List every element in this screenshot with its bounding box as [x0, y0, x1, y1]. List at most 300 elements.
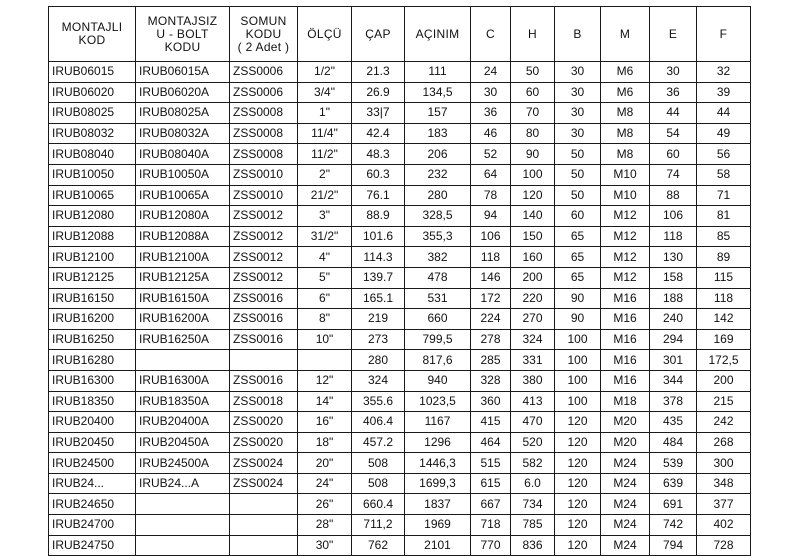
- table-cell: 120: [555, 412, 601, 433]
- table-cell: [230, 515, 298, 536]
- table-row: [49, 494, 751, 515]
- column-header-line: F: [719, 26, 728, 41]
- table-cell: 26.9: [352, 82, 405, 103]
- table-cell: IRUB06015A: [136, 62, 230, 83]
- table-cell: 24: [471, 62, 511, 83]
- table-cell: M16: [601, 288, 650, 309]
- table-cell: 94: [471, 206, 511, 227]
- column-header-line: ÖLÇÜ: [307, 26, 342, 41]
- table-cell: IRUB16150: [49, 288, 136, 309]
- table-row: [49, 309, 751, 330]
- table-cell: 531: [405, 288, 471, 309]
- table-cell: IRUB24...: [49, 473, 136, 494]
- table-cell: 435: [650, 412, 697, 433]
- table-cell: ZSS0024: [230, 453, 298, 474]
- table-cell: ZSS0016: [230, 370, 298, 391]
- table-cell: 278: [471, 329, 511, 350]
- table-cell: IRUB24...A: [136, 473, 230, 494]
- table-cell: IRUB16250: [49, 329, 136, 350]
- table-cell: 74: [650, 164, 697, 185]
- table-cell: 30: [555, 103, 601, 124]
- column-header-line: ÇAP: [365, 26, 391, 41]
- table-cell: 140: [511, 206, 555, 227]
- table-cell: 1": [298, 103, 352, 124]
- table-cell: 118: [697, 288, 751, 309]
- table-cell: 120: [511, 185, 555, 206]
- column-header-line: MONTAJSIZ: [147, 13, 218, 28]
- table-row: [49, 432, 751, 453]
- table-cell: 344: [650, 370, 697, 391]
- table-cell: IRUB12100A: [136, 247, 230, 268]
- table-cell: 6": [298, 288, 352, 309]
- table-cell: 80: [511, 123, 555, 144]
- table-cell: 188: [650, 288, 697, 309]
- table-cell: 120: [555, 473, 601, 494]
- table-cell: 64: [471, 164, 511, 185]
- table-cell: 1023,5: [405, 391, 471, 412]
- table-cell: M16: [601, 309, 650, 330]
- table-cell: 2101: [405, 535, 471, 556]
- table-cell: 328,5: [405, 206, 471, 227]
- table-cell: 90: [511, 144, 555, 165]
- table-cell: 120: [555, 432, 601, 453]
- table-cell: 8": [298, 309, 352, 330]
- table-cell: [136, 350, 230, 371]
- column-header-line: E: [668, 26, 678, 41]
- table-cell: IRUB08032: [49, 123, 136, 144]
- table-cell: M8: [601, 144, 650, 165]
- table-cell: 285: [471, 350, 511, 371]
- table-cell: 56: [697, 144, 751, 165]
- table-cell: 280: [352, 350, 405, 371]
- table-cell: 324: [511, 329, 555, 350]
- table-cell: 718: [471, 515, 511, 536]
- table-cell: 3": [298, 206, 352, 227]
- table-cell: IRUB20400A: [136, 412, 230, 433]
- table-cell: 582: [511, 453, 555, 474]
- table-cell: 484: [650, 432, 697, 453]
- table-row: [49, 515, 751, 536]
- table-cell: 817,6: [405, 350, 471, 371]
- table-cell: 90: [555, 309, 601, 330]
- table-cell: 60: [650, 144, 697, 165]
- table-cell: M18: [601, 391, 650, 412]
- table-cell: 348: [697, 473, 751, 494]
- column-header-line: SOMUN: [240, 13, 287, 28]
- table-row: [49, 350, 751, 371]
- table-cell: ZSS0012: [230, 226, 298, 247]
- table-cell: IRUB12080: [49, 206, 136, 227]
- table-cell: ZSS0006: [230, 62, 298, 83]
- table-cell: 470: [511, 412, 555, 433]
- table-cell: 268: [697, 432, 751, 453]
- table-cell: IRUB24700: [49, 515, 136, 536]
- table-cell: 240: [650, 309, 697, 330]
- table-cell: 794: [650, 535, 697, 556]
- table-cell: 115: [697, 267, 751, 288]
- table-cell: 88.9: [352, 206, 405, 227]
- table-cell: M24: [601, 515, 650, 536]
- table-cell: ZSS0024: [230, 473, 298, 494]
- table-row: [49, 164, 751, 185]
- table-cell: 33|7: [352, 103, 405, 124]
- table-cell: 691: [650, 494, 697, 515]
- table-header-row: [49, 7, 751, 62]
- table-cell: 301: [650, 350, 697, 371]
- table-cell: 24": [298, 473, 352, 494]
- table-cell: 355.6: [352, 391, 405, 412]
- table-cell: 65: [555, 267, 601, 288]
- table-cell: 478: [405, 267, 471, 288]
- table-cell: ZSS0012: [230, 206, 298, 227]
- table-cell: 118: [650, 226, 697, 247]
- table-cell: 1837: [405, 494, 471, 515]
- table-cell: 100: [555, 391, 601, 412]
- table-cell: 36: [471, 103, 511, 124]
- table-cell: 200: [697, 370, 751, 391]
- table-cell: IRUB16300: [49, 370, 136, 391]
- table-cell: 273: [352, 329, 405, 350]
- table-cell: 81: [697, 206, 751, 227]
- table-cell: IRUB18350: [49, 391, 136, 412]
- table-cell: ZSS0008: [230, 123, 298, 144]
- table-cell: ZSS0008: [230, 144, 298, 165]
- table-cell: 11/2": [298, 144, 352, 165]
- table-cell: 50: [555, 164, 601, 185]
- table-cell: [230, 350, 298, 371]
- table-cell: IRUB16280: [49, 350, 136, 371]
- table-cell: 30: [471, 82, 511, 103]
- table-cell: 206: [405, 144, 471, 165]
- table-cell: 300: [697, 453, 751, 474]
- table-cell: 139.7: [352, 267, 405, 288]
- table-cell: 734: [511, 494, 555, 515]
- table-cell: 160: [511, 247, 555, 268]
- table-cell: IRUB10050A: [136, 164, 230, 185]
- table-cell: 328: [471, 370, 511, 391]
- table-cell: 402: [697, 515, 751, 536]
- u-bolt-spec-table: [48, 6, 751, 556]
- column-header: [555, 7, 601, 62]
- table-cell: IRUB24500: [49, 453, 136, 474]
- table-cell: 101.6: [352, 226, 405, 247]
- table-cell: 10": [298, 329, 352, 350]
- table-cell: 762: [352, 535, 405, 556]
- table-row: [49, 412, 751, 433]
- table-cell: 50: [555, 185, 601, 206]
- table-cell: 50: [511, 62, 555, 83]
- table-cell: 6.0: [511, 473, 555, 494]
- table-cell: M16: [601, 370, 650, 391]
- table-cell: M12: [601, 226, 650, 247]
- table-cell: 169: [697, 329, 751, 350]
- table-cell: [298, 350, 352, 371]
- table-cell: IRUB06015: [49, 62, 136, 83]
- column-header-line: H: [528, 26, 537, 41]
- column-header-line: AÇINIM: [415, 26, 460, 41]
- column-header: [650, 7, 697, 62]
- table-row: [49, 82, 751, 103]
- table-cell: 118: [471, 247, 511, 268]
- table-cell: 146: [471, 267, 511, 288]
- table-cell: IRUB16300A: [136, 370, 230, 391]
- table-cell: 158: [650, 267, 697, 288]
- column-header: [697, 7, 751, 62]
- table-cell: 11/4": [298, 123, 352, 144]
- table-cell: 60: [555, 206, 601, 227]
- table-cell: 26": [298, 494, 352, 515]
- column-header: [601, 7, 650, 62]
- table-cell: 232: [405, 164, 471, 185]
- table-cell: 21/2": [298, 185, 352, 206]
- table-cell: M16: [601, 350, 650, 371]
- table-cell: ZSS0006: [230, 82, 298, 103]
- table-cell: ZSS0020: [230, 412, 298, 433]
- table-cell: 100: [555, 370, 601, 391]
- table-cell: 106: [650, 206, 697, 227]
- table-cell: ZSS0018: [230, 391, 298, 412]
- table-cell: 539: [650, 453, 697, 474]
- table-cell: ZSS0020: [230, 432, 298, 453]
- table-cell: 836: [511, 535, 555, 556]
- table-cell: IRUB12088: [49, 226, 136, 247]
- table-cell: 150: [511, 226, 555, 247]
- table-cell: IRUB16200: [49, 309, 136, 330]
- table-cell: IRUB20450A: [136, 432, 230, 453]
- table-cell: 728: [697, 535, 751, 556]
- table-cell: 242: [697, 412, 751, 433]
- table-row: [49, 453, 751, 474]
- table-cell: 54: [650, 123, 697, 144]
- table-cell: IRUB08040A: [136, 144, 230, 165]
- table-row: [49, 185, 751, 206]
- table-body: [49, 62, 751, 556]
- column-header-line: KODU: [245, 26, 282, 41]
- table-cell: IRUB16200A: [136, 309, 230, 330]
- table-cell: M8: [601, 103, 650, 124]
- table-cell: 215: [697, 391, 751, 412]
- table-row: [49, 329, 751, 350]
- table-cell: 14": [298, 391, 352, 412]
- table-cell: 111: [405, 62, 471, 83]
- table-cell: ZSS0010: [230, 185, 298, 206]
- table-cell: ZSS0016: [230, 288, 298, 309]
- column-header: [49, 7, 136, 62]
- table-cell: 200: [511, 267, 555, 288]
- table-cell: 88: [650, 185, 697, 206]
- table-cell: 785: [511, 515, 555, 536]
- table-cell: 219: [352, 309, 405, 330]
- column-header-line: MONTAJLI: [61, 20, 123, 34]
- table-cell: 2": [298, 164, 352, 185]
- table-cell: ZSS0012: [230, 247, 298, 268]
- table-cell: 172,5: [697, 350, 751, 371]
- table-cell: 660.4: [352, 494, 405, 515]
- table-cell: 224: [471, 309, 511, 330]
- table-cell: 378: [650, 391, 697, 412]
- table-cell: 42.4: [352, 123, 405, 144]
- column-header: [298, 7, 352, 62]
- table-cell: ZSS0012: [230, 267, 298, 288]
- table-cell: IRUB08040: [49, 144, 136, 165]
- table-cell: IRUB24650: [49, 494, 136, 515]
- table-row: [49, 144, 751, 165]
- table-cell: M24: [601, 535, 650, 556]
- table-cell: 49: [697, 123, 751, 144]
- table-cell: IRUB06020A: [136, 82, 230, 103]
- table-cell: IRUB10065A: [136, 185, 230, 206]
- table-cell: IRUB12088A: [136, 226, 230, 247]
- table-cell: M12: [601, 206, 650, 227]
- table-cell: 1446,3: [405, 453, 471, 474]
- table-cell: 508: [352, 473, 405, 494]
- table-cell: 39: [697, 82, 751, 103]
- table-cell: 5": [298, 267, 352, 288]
- table-cell: 280: [405, 185, 471, 206]
- table-cell: 48.3: [352, 144, 405, 165]
- table-cell: M12: [601, 267, 650, 288]
- table-cell: 16": [298, 412, 352, 433]
- table-cell: 30": [298, 535, 352, 556]
- table-cell: 1969: [405, 515, 471, 536]
- table-cell: IRUB16250A: [136, 329, 230, 350]
- table-cell: IRUB16150A: [136, 288, 230, 309]
- table-cell: 28": [298, 515, 352, 536]
- table-cell: [230, 535, 298, 556]
- table-cell: 46: [471, 123, 511, 144]
- table-cell: 1/2": [298, 62, 352, 83]
- table-cell: 12": [298, 370, 352, 391]
- table-cell: 78: [471, 185, 511, 206]
- column-header: [136, 7, 230, 62]
- table-row: [49, 473, 751, 494]
- column-header-line: KODU: [164, 39, 201, 54]
- column-header: [352, 7, 405, 62]
- spec-sheet: [48, 6, 750, 552]
- table-cell: 382: [405, 247, 471, 268]
- table-cell: 1699,3: [405, 473, 471, 494]
- table-row: [49, 206, 751, 227]
- table-cell: 377: [697, 494, 751, 515]
- table-cell: 157: [405, 103, 471, 124]
- table-cell: 355,3: [405, 226, 471, 247]
- column-header: [405, 7, 471, 62]
- table-cell: 89: [697, 247, 751, 268]
- table-cell: 85: [697, 226, 751, 247]
- table-cell: M12: [601, 247, 650, 268]
- table-row: [49, 535, 751, 556]
- table-cell: M10: [601, 164, 650, 185]
- table-cell: 44: [650, 103, 697, 124]
- table-cell: [136, 515, 230, 536]
- table-cell: 142: [697, 309, 751, 330]
- column-header-line: ( 2 Adet ): [237, 39, 290, 54]
- table-cell: 165.1: [352, 288, 405, 309]
- table-cell: 1167: [405, 412, 471, 433]
- table-cell: 76.1: [352, 185, 405, 206]
- table-cell: IRUB06020: [49, 82, 136, 103]
- table-cell: 60.3: [352, 164, 405, 185]
- table-cell: IRUB08025A: [136, 103, 230, 124]
- table-cell: 415: [471, 412, 511, 433]
- table-cell: IRUB18350A: [136, 391, 230, 412]
- table-cell: M10: [601, 185, 650, 206]
- table-row: [49, 123, 751, 144]
- table-row: [49, 247, 751, 268]
- table-cell: 90: [555, 288, 601, 309]
- column-header-line: M: [619, 26, 631, 41]
- table-cell: 515: [471, 453, 511, 474]
- table-cell: 270: [511, 309, 555, 330]
- table-cell: 114.3: [352, 247, 405, 268]
- table-cell: 65: [555, 226, 601, 247]
- table-cell: M24: [601, 494, 650, 515]
- table-cell: 667: [471, 494, 511, 515]
- table-cell: 130: [650, 247, 697, 268]
- table-cell: 120: [555, 494, 601, 515]
- table-cell: M24: [601, 453, 650, 474]
- table-cell: 31/2": [298, 226, 352, 247]
- table-cell: 406.4: [352, 412, 405, 433]
- table-cell: M24: [601, 473, 650, 494]
- column-header: [230, 7, 298, 62]
- table-cell: IRUB12125: [49, 267, 136, 288]
- table-cell: 120: [555, 453, 601, 474]
- table-cell: 52: [471, 144, 511, 165]
- table-cell: 70: [511, 103, 555, 124]
- table-cell: ZSS0016: [230, 309, 298, 330]
- table-cell: IRUB08025: [49, 103, 136, 124]
- table-cell: IRUB20400: [49, 412, 136, 433]
- table-cell: ZSS0008: [230, 103, 298, 124]
- table-cell: 30: [555, 62, 601, 83]
- table-cell: 30: [555, 123, 601, 144]
- table-cell: 220: [511, 288, 555, 309]
- table-cell: 134,5: [405, 82, 471, 103]
- table-cell: 799,5: [405, 329, 471, 350]
- table-row: [49, 226, 751, 247]
- table-cell: 58: [697, 164, 751, 185]
- table-cell: 32: [697, 62, 751, 83]
- table-cell: 30: [650, 62, 697, 83]
- table-cell: IRUB12080A: [136, 206, 230, 227]
- table-cell: 508: [352, 453, 405, 474]
- column-header: [471, 7, 511, 62]
- table-cell: 3/4": [298, 82, 352, 103]
- table-cell: [136, 535, 230, 556]
- column-header-line: KOD: [78, 33, 106, 47]
- table-cell: M20: [601, 412, 650, 433]
- table-cell: 120: [555, 535, 601, 556]
- table-row: [49, 103, 751, 124]
- table-cell: 18": [298, 432, 352, 453]
- table-cell: 360: [471, 391, 511, 412]
- table-row: [49, 288, 751, 309]
- table-cell: 44: [697, 103, 751, 124]
- table-cell: IRUB24750: [49, 535, 136, 556]
- table-row: [49, 370, 751, 391]
- table-cell: M6: [601, 62, 650, 83]
- table-cell: M6: [601, 82, 650, 103]
- table-cell: ZSS0016: [230, 329, 298, 350]
- column-header-line: B: [573, 26, 582, 41]
- table-cell: 20": [298, 453, 352, 474]
- table-cell: 770: [471, 535, 511, 556]
- table-cell: ZSS0010: [230, 164, 298, 185]
- table-cell: 615: [471, 473, 511, 494]
- table-cell: 711,2: [352, 515, 405, 536]
- table-cell: 100: [511, 164, 555, 185]
